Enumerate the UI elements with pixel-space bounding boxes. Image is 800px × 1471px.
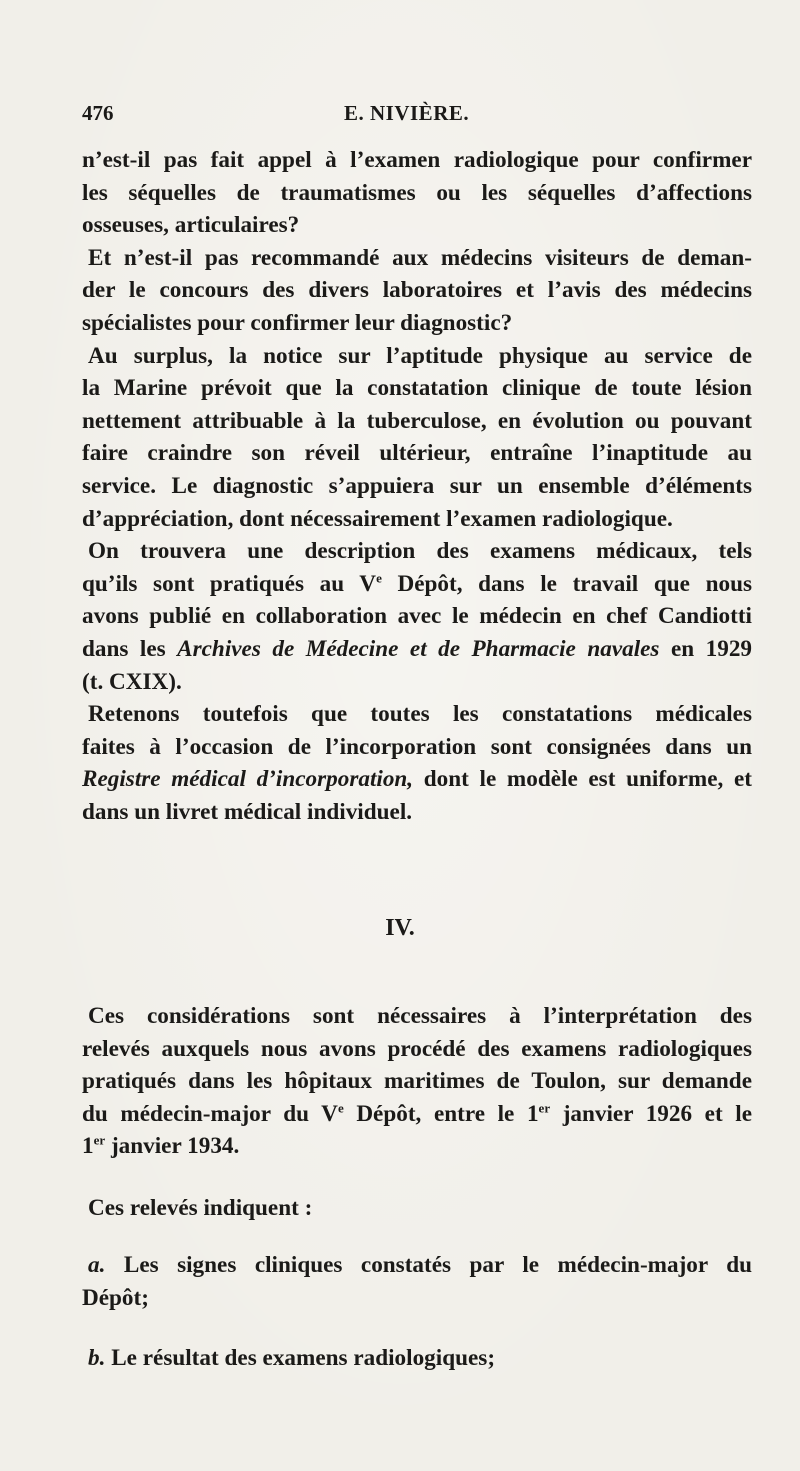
list-marker: a.	[88, 1252, 106, 1278]
body-text-block-2	[82, 1000, 752, 1163]
intro-line: Ces relevés indiquent :	[88, 1195, 313, 1221]
text-line: n’est-il pas fait appel à l’examen radiologique pour confirmer	[82, 147, 752, 173]
superscript: e	[376, 569, 382, 585]
text-span: dont le modèle est uniforme, et	[423, 766, 752, 793]
text-span: janvier 1926 et le	[562, 1100, 752, 1127]
text-line	[82, 568, 752, 601]
text-line: faites à l’occasion de l’incorporation sont consignées dans un	[82, 733, 752, 760]
text-span: en 1929	[670, 635, 752, 662]
italic-title: Archives de Médecine et de Pharmacie navales	[177, 635, 660, 662]
list-item-text: Le résultat des examens radiologiques;	[111, 1345, 496, 1371]
page-header	[82, 101, 752, 131]
text-line: d’appréciation, dont nécessairement l’examen radiologique.	[82, 505, 673, 532]
text-line: spécialistes pour confirmer leur diagnostic?	[82, 309, 513, 336]
text-line: (t. CXIX).	[82, 668, 182, 695]
text-span: du médecin-major du V	[82, 1100, 338, 1127]
text-line: Et n’est-il pas recommandé aux médecins visiteurs de deman-	[88, 244, 752, 271]
superscript: er	[538, 1100, 551, 1116]
text-line: pratiqués dans les hôpitaux maritimes de Toulon, sur demande	[82, 1068, 752, 1095]
text-line	[82, 1130, 752, 1163]
text-line: Ces considérations sont nécessaires à l’interprétation des	[88, 1003, 752, 1029]
text-line	[82, 633, 752, 666]
text-span: janvier 1934.	[110, 1133, 240, 1160]
text-line: relevés auxquels nous avons procédé des examens radiologiques	[82, 1035, 752, 1062]
text-line: la Marine prévoit que la constatation clinique de toute lésion	[82, 375, 752, 402]
text-line: faire craindre son réveil ultérieur, entraîne l’inaptitude au	[82, 440, 752, 467]
text-line: On trouvera une description des examens médicaux, tels	[88, 538, 752, 565]
list-item-text: Les signes cliniques constatés par le médecin-major du	[123, 1252, 753, 1278]
text-line: les séquelles de traumatismes ou les séquelles d’affections	[82, 179, 752, 206]
text-line	[82, 763, 752, 796]
text-span: dans les	[82, 635, 166, 662]
text-line: osseuses, articulaires?	[82, 212, 300, 239]
text-line: nettement attribuable à la tuberculose, en évolution ou pouvant	[82, 407, 752, 434]
list-item	[82, 1249, 752, 1314]
text-line: Retenons toutefois que toutes les constatations médicales	[88, 701, 752, 728]
text-span: Dépôt, entre le 1	[356, 1100, 539, 1127]
body-text-block-1	[82, 144, 752, 828]
text-line: Dépôt;	[82, 1284, 149, 1311]
text-span: qu’ils sont pratiqués au V	[82, 570, 377, 597]
text-line: service. Le diagnostic s’appuiera sur un ensemble d’éléments	[82, 472, 752, 499]
text-line	[82, 1098, 752, 1131]
text-line: der le concours des divers laboratoires et l’avis des médecins	[82, 277, 752, 304]
italic-title: Registre médical d’incorporation,	[82, 766, 414, 793]
superscript: er	[93, 1132, 106, 1148]
text-line	[82, 1249, 752, 1282]
superscript: e	[337, 1100, 344, 1116]
page-number: 476	[82, 101, 114, 125]
list-item	[82, 1342, 752, 1375]
section-heading: IV.	[385, 915, 415, 941]
text-span: Dépôt, dans le travail que nous	[397, 570, 753, 597]
text-line	[82, 1342, 752, 1375]
text-span: 1	[82, 1133, 94, 1160]
text-line: dans un livret médical individuel.	[82, 798, 413, 825]
text-line: avons publié en collaboration avec le médecin en chef Candiotti	[82, 603, 752, 630]
text-line: Au surplus, la notice sur l’aptitude physique au service de	[88, 342, 752, 369]
list-marker: b.	[88, 1345, 106, 1371]
running-head: E. NIVIÈRE.	[344, 101, 470, 125]
